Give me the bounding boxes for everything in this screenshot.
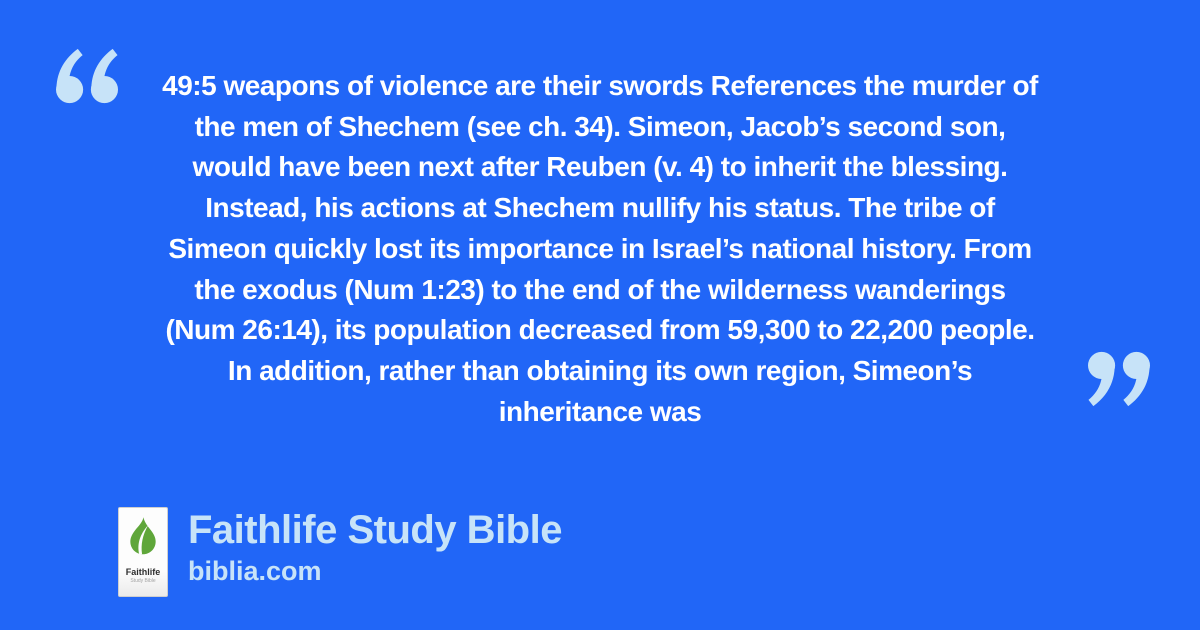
flame-icon: [128, 517, 158, 560]
close-quote-icon: [1088, 351, 1150, 412]
resource-title: Faithlife Study Bible: [188, 508, 562, 552]
quote-line: (Num 26:14), its population decreased from 59,300 to 22,200 people.: [165, 314, 1035, 346]
logo-brand-label: Faithlife: [125, 567, 161, 577]
logo-caption-label: Study Bible: [130, 578, 156, 584]
footer: [118, 507, 562, 597]
quote-line: the exodus (Num 1:23) to the end of the wilderness wanderings: [194, 273, 1006, 305]
faithlife-logo: [118, 507, 168, 597]
footer-text: [188, 507, 562, 586]
quote-line: 49:5 weapons of violence are their swords References the murder of: [162, 70, 1038, 101]
quote-text: [70, 66, 1130, 432]
site-url: biblia.com: [188, 556, 322, 586]
quote-line: Instead, his actions at Shechem nullify his status. The tribe of: [205, 192, 995, 224]
quote-line: would have been next after Reuben (v. 4) to inherit the blessing.: [192, 151, 1008, 183]
quote-line: In addition, rather than obtaining its own region, Simeon’s: [227, 354, 973, 386]
quote-line: inheritance was: [498, 395, 702, 427]
quote-line: Simeon quickly lost its importance in Israel’s national history. From: [168, 232, 1032, 264]
quote-line: the men of Shechem (see ch. 34). Simeon, Jacob’s second son,: [194, 110, 1006, 142]
